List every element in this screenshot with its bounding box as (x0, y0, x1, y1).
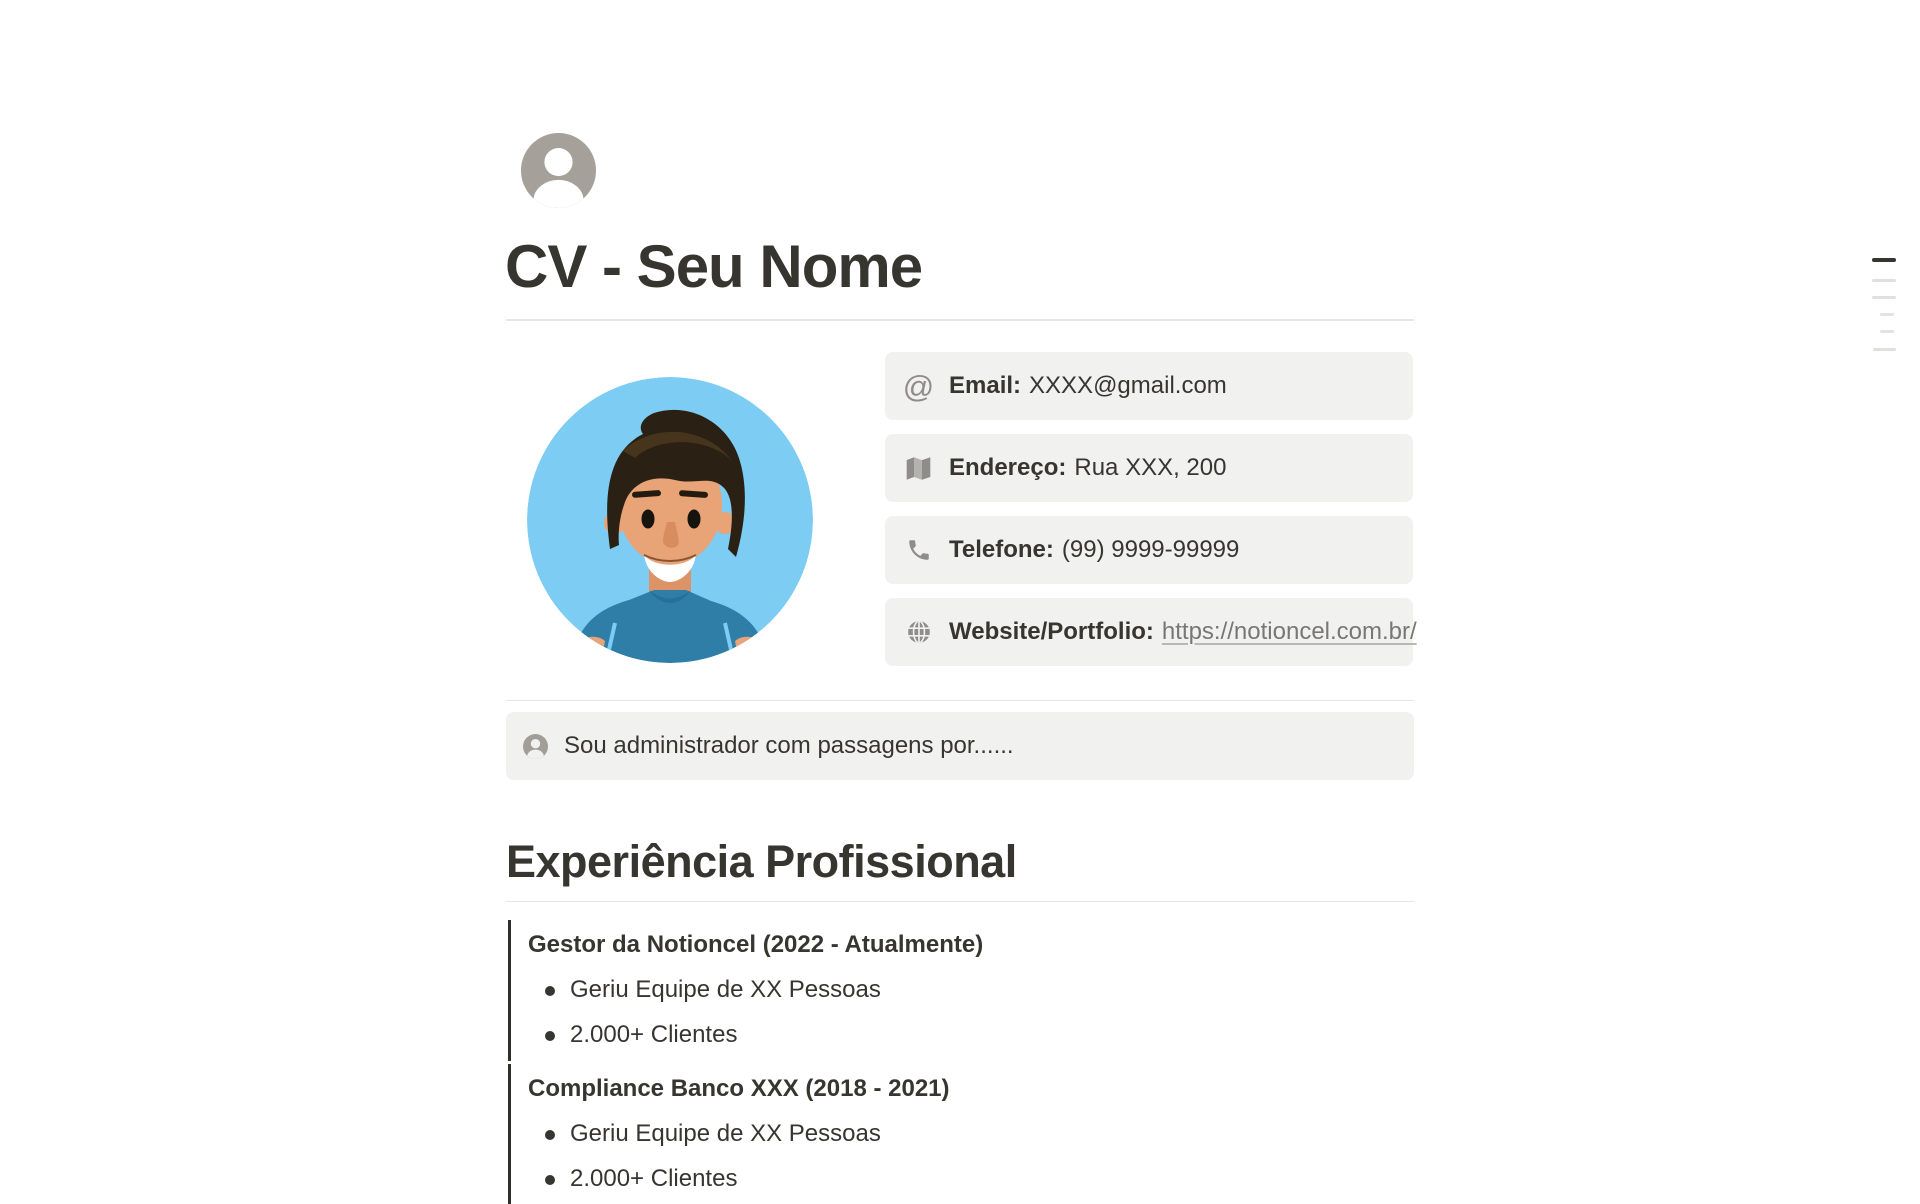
experience-bullet: Geriu Equipe de XX Pessoas (528, 974, 1414, 1006)
toc-line (1872, 296, 1896, 299)
experience-entry-title: Gestor da Notioncel (2022 - Atualmente) (528, 931, 984, 958)
experience-bullet: 2.000+ Clientes (528, 1019, 1414, 1051)
contact-label: Website/Portfolio: (949, 618, 1154, 645)
website-link[interactable]: https://notioncel.com.br/ (1161, 618, 1417, 645)
profile-photo (527, 377, 813, 663)
contact-box-phone[interactable] (885, 516, 1413, 584)
contact-box-email[interactable] (885, 352, 1413, 420)
toc-line (1872, 279, 1896, 282)
toc-line-indented (1880, 313, 1894, 316)
page-icon[interactable] (521, 133, 596, 208)
toc-indicator[interactable] (1872, 258, 1896, 358)
summary-text: Sou administrador com passagens por...... (564, 732, 1014, 759)
experience-heading[interactable]: Experiência Profissional (506, 836, 1017, 887)
toc-line-active (1872, 258, 1896, 262)
globe-icon (905, 619, 932, 646)
contact-box-address[interactable] (885, 434, 1413, 502)
contact-label: Telefone: (949, 536, 1054, 563)
contact-value: Rua XXX, 200 (1074, 454, 1227, 481)
person-circle-icon (521, 133, 596, 208)
experience-entry[interactable] (508, 920, 1414, 1061)
contact-box-website[interactable] (885, 598, 1417, 666)
contact-value: XXXX@gmail.com (1029, 372, 1227, 399)
phone-icon (905, 537, 932, 564)
contact-info-list (885, 352, 1417, 680)
experience-bullet: Geriu Equipe de XX Pessoas (528, 1118, 1414, 1150)
experience-entry-title: Compliance Banco XXX (2018 - 2021) (528, 1075, 950, 1102)
page-title[interactable]: CV - Seu Nome (505, 233, 923, 300)
map-icon (905, 455, 932, 482)
contact-label: Endereço: (949, 454, 1067, 481)
experience-entry[interactable] (508, 1064, 1414, 1204)
avatar-illustration-man (527, 377, 813, 663)
contact-value: (99) 9999-99999 (1061, 536, 1240, 563)
summary-callout[interactable] (506, 712, 1414, 780)
contact-label: Email: (949, 372, 1022, 399)
toc-line-indented (1880, 330, 1894, 333)
at-icon: @ (902, 368, 935, 404)
divider (506, 700, 1414, 701)
person-circle-icon (523, 734, 548, 759)
divider (506, 901, 1414, 902)
toc-line (1873, 348, 1896, 351)
divider (506, 319, 1414, 321)
experience-bullet: 2.000+ Clientes (528, 1163, 1414, 1195)
